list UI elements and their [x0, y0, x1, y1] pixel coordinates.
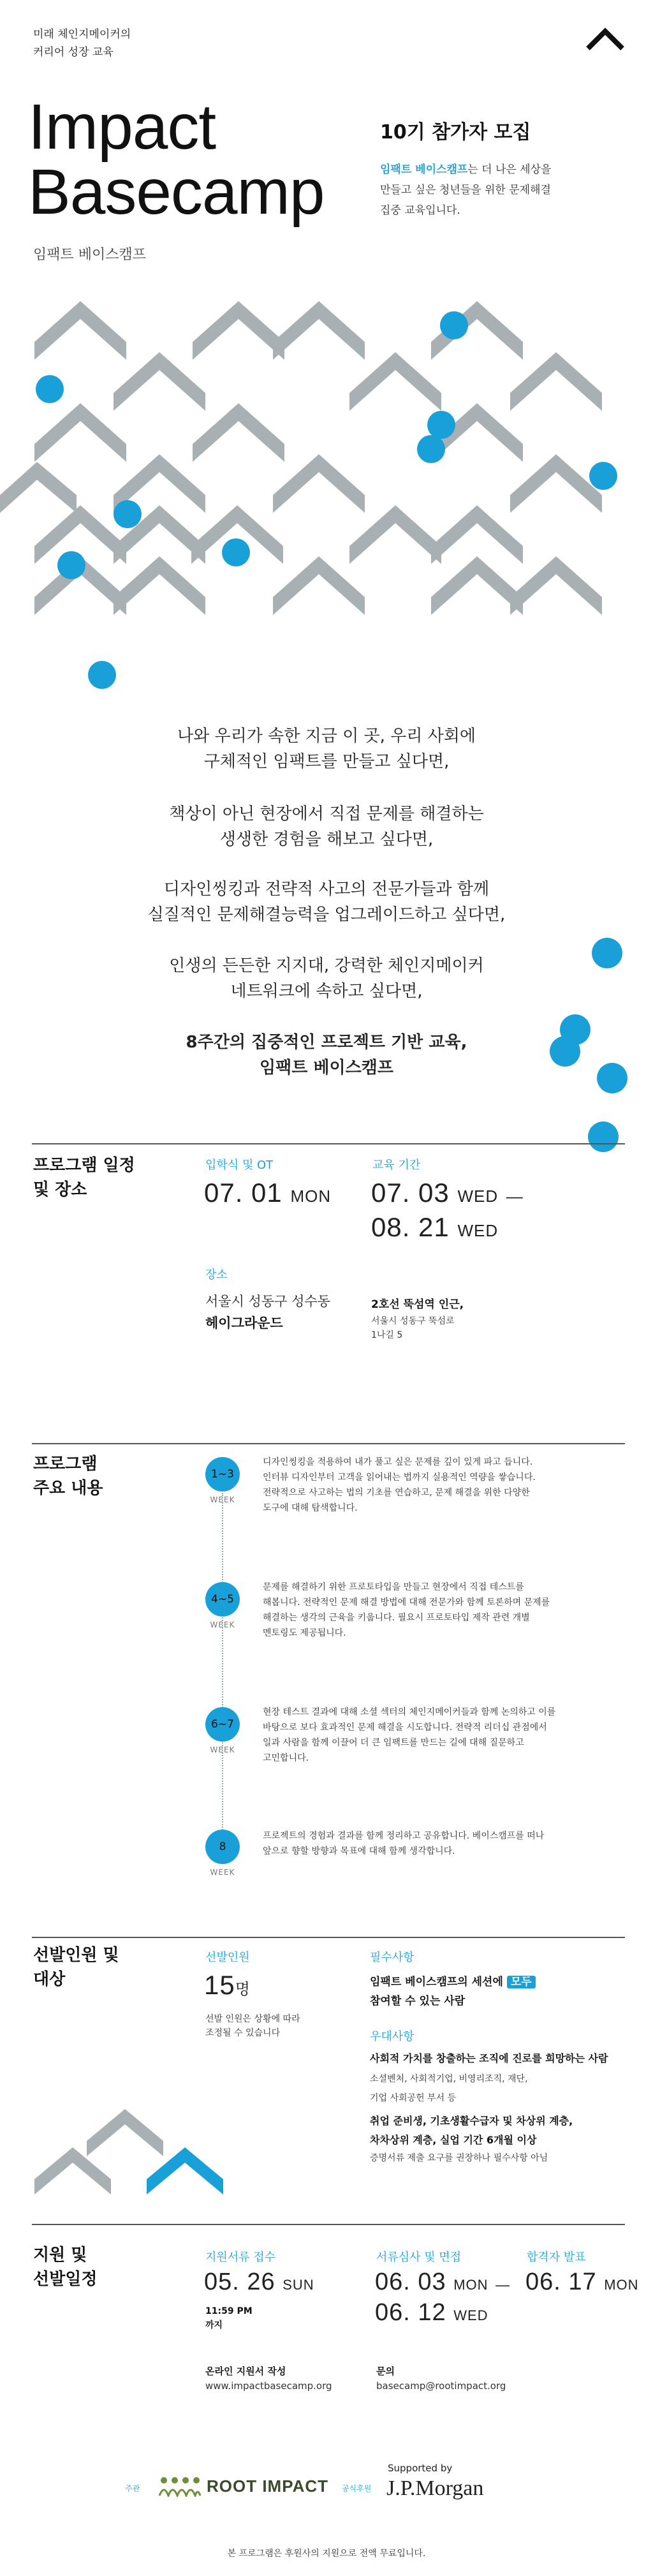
review-end	[375, 2299, 488, 2327]
tagline-line2: 커리어 성장 교육	[33, 46, 114, 59]
intro-line: 나와 우리가 속한 지금 이 곳, 우리 사회에	[177, 727, 476, 746]
chevron	[273, 301, 365, 360]
contact-email[interactable]: basecamp@rootimpact.org	[376, 2380, 506, 2392]
address-line: 서울시 성동구 뚝섬로	[371, 1316, 455, 1326]
dot	[114, 500, 142, 528]
day-value: WED	[453, 2307, 488, 2323]
date-value: 06. 03	[375, 2269, 446, 2295]
period-label: 교육 기간	[372, 1158, 421, 1172]
dot	[88, 661, 116, 689]
page-subtitle: 임팩트 베이스캠프	[33, 247, 147, 263]
tree-icon	[157, 2475, 202, 2497]
day-value: WED	[457, 1221, 499, 1240]
deadline-line: 까지	[205, 2320, 223, 2330]
week-description	[263, 1828, 620, 1859]
chevron	[273, 556, 365, 615]
dot	[222, 538, 250, 566]
week-number: 1~3	[205, 1457, 240, 1492]
recruit-highlight: 임팩트 베이스캠프	[380, 163, 468, 176]
timeline-line	[222, 1493, 223, 1863]
dot	[57, 551, 85, 579]
desc-line: 디자인씽킹을 적용하여 내가 풀고 싶은 문제를 깊이 있게 파고 듭니다.	[263, 1457, 533, 1467]
desc-line: 해결하는 생각의 근육을 키웁니다. 필요시 프로토타입 제작 관련 개별	[263, 1613, 530, 1623]
period-start	[371, 1178, 524, 1208]
doc-date	[204, 2269, 314, 2296]
content-title	[33, 1452, 103, 1500]
chevron-shapes	[0, 301, 602, 615]
dot	[417, 435, 445, 463]
jpmorgan-logo: J.P.Morgan	[386, 2476, 484, 2500]
intro-line: 책상이 아닌 현장에서 직접 문제를 해결하는	[169, 804, 484, 824]
venue-address: 서울시 성동구 성수동	[205, 1294, 330, 1309]
recruit-title: 10기 참가자 모집	[380, 121, 531, 144]
day-value: WED	[457, 1187, 499, 1206]
host-label: 주관	[125, 2484, 140, 2493]
desc-line: 문제를 해결하기 위한 프로토타입을 만들고 현장에서 직접 테스트를	[263, 1582, 524, 1592]
tagline	[33, 26, 131, 61]
section-title-line: 프로그램 일정	[33, 1156, 135, 1175]
chevron	[193, 403, 284, 462]
date-value: 05. 26	[204, 2269, 275, 2295]
chevron	[349, 352, 441, 411]
chevron	[431, 556, 523, 615]
chevron	[510, 454, 602, 513]
day-value: MON	[290, 1187, 332, 1206]
required-label: 필수사항	[370, 1951, 415, 1964]
dot	[589, 462, 617, 490]
divider	[32, 1143, 625, 1144]
recruit-line3: 집중 교육입니다.	[380, 204, 460, 217]
pref-line: 기업 사회공헌 부서 등	[370, 2093, 457, 2103]
preferred-1-title: 사회적 가치를 창출하는 조직에 진로를 희망하는 사람	[370, 2052, 608, 2064]
dot	[36, 375, 64, 403]
week-marker	[203, 1707, 242, 1754]
intro-line: 임팩트 베이스캠프	[260, 1058, 393, 1077]
doc-deadline	[205, 2304, 253, 2332]
week-label: WEEK	[210, 1495, 235, 1504]
week-description	[263, 1455, 620, 1516]
desc-line: 인터뷰 디자인부터 고객을 읽어내는 법까지 실용적인 역량을 쌓습니다.	[263, 1472, 536, 1483]
intro-para-2	[0, 801, 653, 852]
chevron-up-icon[interactable]	[585, 26, 625, 52]
result-label: 합격자 발표	[527, 2251, 586, 2264]
station-address	[371, 1314, 455, 1342]
sponsor-label: 공식후원	[342, 2484, 372, 2493]
required-badge: 모두	[507, 1976, 536, 1988]
intro-line: 인생의 든든한 지지대, 강력한 체인지메이커	[169, 956, 484, 975]
chevron	[349, 505, 441, 564]
chevron	[193, 301, 284, 360]
count-unit: 명	[235, 1981, 251, 1998]
desc-line: 도구에 대해 탐색합니다.	[263, 1503, 358, 1513]
chevron	[431, 505, 523, 564]
pref-line: 취업 준비생, 기초생활수급자 및 차상위 계층,	[370, 2115, 573, 2127]
date-dash: —	[506, 1187, 524, 1206]
section-title-line: 선발일정	[33, 2270, 98, 2289]
week-marker	[203, 1457, 242, 1504]
required-line: 참여할 수 있는 사람	[370, 1995, 466, 2008]
date-value: 06. 17	[525, 2269, 597, 2295]
intro-line: 구체적인 임팩트를 만들고 싶다면,	[203, 752, 450, 771]
desc-line: 일과 사람을 함께 이끌어 더 큰 임팩트를 만드는 길에 대해 질문하고	[263, 1738, 524, 1748]
week-marker	[203, 1582, 242, 1629]
week-label: WEEK	[210, 1868, 235, 1877]
week-description	[263, 1705, 620, 1766]
divider	[32, 1443, 625, 1444]
week-number: 8	[205, 1830, 240, 1864]
venue-name: 헤이그라운드	[205, 1315, 283, 1331]
review-start	[375, 2269, 510, 2296]
preferred-2-note: 증명서류 제출 요구를 권장하나 필수사항 아님	[370, 2153, 548, 2163]
schedule-title	[33, 1153, 135, 1202]
count-label: 선발인원	[205, 1951, 250, 1964]
deadline-line: 11:59 PM	[205, 2306, 253, 2316]
intro-para-1	[0, 723, 653, 774]
title-line1: Impact	[28, 91, 216, 163]
date-dash: —	[495, 2277, 511, 2293]
section-title-line: 대상	[33, 1970, 66, 1989]
pref-line: 차차상위 계층, 실업 기간 6개월 이상	[370, 2134, 537, 2146]
entrance-label: 입학식 및 OT	[205, 1158, 274, 1172]
intro-line: 실질적인 문제해결능력을 업그레이드하고 싶다면,	[147, 905, 506, 924]
week-marker	[203, 1830, 242, 1877]
title-line2: Basecamp	[28, 156, 325, 228]
chevron-pattern	[0, 293, 653, 702]
entrance-date	[204, 1178, 331, 1208]
chevron	[510, 352, 602, 411]
chevron	[510, 556, 602, 615]
online-label: 온라인 지원서 작성	[205, 2365, 286, 2377]
divider	[32, 2224, 625, 2225]
selection-title	[33, 1943, 119, 1992]
intro-line: 네트워크에 속하고 싶다면,	[230, 982, 423, 1001]
section-title-line: 지원 및	[33, 2246, 87, 2265]
pref-line: 소셜벤처, 사회적기업, 비영리조직, 재단,	[370, 2074, 528, 2084]
address-line: 1나길 5	[371, 1330, 403, 1340]
required-text	[370, 1973, 536, 2011]
station-info: 2호선 뚝섬역 인근,	[371, 1298, 464, 1311]
preferred-2	[370, 2112, 573, 2150]
count-note	[205, 2012, 300, 2040]
week-label: WEEK	[210, 1745, 235, 1754]
recruit-desc	[380, 159, 635, 221]
count-value	[204, 1970, 251, 2001]
week-number: 4~5	[205, 1582, 240, 1617]
section-title-line: 프로그램	[33, 1455, 98, 1474]
period-end	[371, 1212, 498, 1243]
intro-line: 디자인씽킹과 전략적 사고의 전문가들과 함께	[163, 880, 490, 899]
date-value: 08. 21	[371, 1212, 450, 1242]
page-title	[28, 91, 325, 228]
section-title-line: 주요 내용	[33, 1479, 103, 1498]
desc-line: 전략적으로 사고하는 법의 기초를 연습하고, 문제 해결을 위한 다양한	[263, 1488, 530, 1498]
contact-label: 문의	[376, 2365, 395, 2377]
date-value: 07. 03	[371, 1178, 450, 1208]
dot	[427, 411, 455, 439]
chevron	[0, 462, 77, 513]
tagline-line1: 미래 체인지메이커의	[33, 28, 131, 41]
chevron	[34, 301, 126, 360]
day-value: MON	[604, 2277, 639, 2293]
count-number: 15	[204, 1970, 235, 2000]
dot	[440, 311, 468, 339]
online-link[interactable]: www.impactbasecamp.org	[205, 2380, 332, 2392]
week-number: 6~7	[205, 1707, 240, 1742]
root-impact-logo	[157, 2475, 328, 2497]
intro-line: 생생한 경험을 해보고 싶다면,	[219, 830, 434, 849]
date-value: 06. 12	[375, 2299, 446, 2326]
desc-line: 현장 테스트 결과에 대해 소셜 섹터의 체인지메이커들과 함께 논의하고 이를	[263, 1707, 556, 1717]
contact	[376, 2364, 506, 2392]
intro-line: 8주간의 집중적인 프로젝트 기반 교육,	[186, 1033, 467, 1052]
online-apply	[205, 2364, 332, 2392]
desc-line: 프로젝트의 경험과 결과를 함께 정리하고 공유합니다. 베이스캠프를 떠나	[263, 1831, 545, 1841]
side-dots	[542, 931, 653, 1161]
chevron	[273, 454, 365, 513]
chevron	[114, 556, 205, 615]
supported-by: Supported by	[388, 2462, 453, 2474]
preferred-label: 우대사항	[370, 2030, 415, 2043]
required-line: 임팩트 베이스캠프의 세션에	[370, 1976, 503, 1988]
recruit-line2: 만들고 싶은 청년들을 위한 문제해결	[380, 184, 551, 196]
desc-line: 멘토링도 제공됩니다.	[263, 1628, 346, 1638]
week-description	[263, 1580, 620, 1641]
decor-chevrons	[26, 2109, 242, 2211]
recruit-line1-rest: 는 더 나은 세상을	[467, 163, 552, 176]
desc-line: 바탕으로 보다 효과적인 문제 해결을 시도합니다. 전략적 리더십 관점에서	[263, 1722, 547, 1733]
desc-line: 고민합니다.	[263, 1753, 309, 1763]
footer-note: 본 프로그램은 후원사의 지원으로 전액 무료입니다.	[227, 2549, 426, 2559]
preferred-1-detail	[370, 2069, 528, 2108]
venue-label: 장소	[205, 1268, 228, 1282]
doc-label: 지원서류 접수	[205, 2251, 276, 2264]
section-title-line: 및 장소	[33, 1180, 87, 1199]
date-value: 07. 01	[204, 1178, 282, 1208]
section-title-line: 선발인원 및	[33, 1946, 119, 1965]
host-name: ROOT IMPACT	[207, 2476, 329, 2496]
chevron	[114, 352, 205, 411]
desc-line: 앞으로 향할 방향과 목표에 대해 함께 생각합니다.	[263, 1846, 455, 1856]
note-line: 선발 인원은 상황에 따라	[205, 2014, 300, 2024]
chevron	[34, 403, 126, 462]
desc-line: 해봅니다. 전략적인 문제 해결 방법에 대해 전문가와 함께 토론하며 문제를	[263, 1597, 550, 1608]
apply-title	[33, 2243, 97, 2291]
review-label: 서류심사 및 면접	[376, 2251, 462, 2264]
week-label: WEEK	[210, 1620, 235, 1629]
result-date	[525, 2269, 639, 2296]
day-value: MON	[453, 2277, 488, 2293]
day-value: SUN	[282, 2277, 314, 2293]
intro-para-3	[0, 877, 653, 928]
divider	[32, 1937, 625, 1938]
note-line: 조정될 수 있습니다	[205, 2028, 281, 2038]
